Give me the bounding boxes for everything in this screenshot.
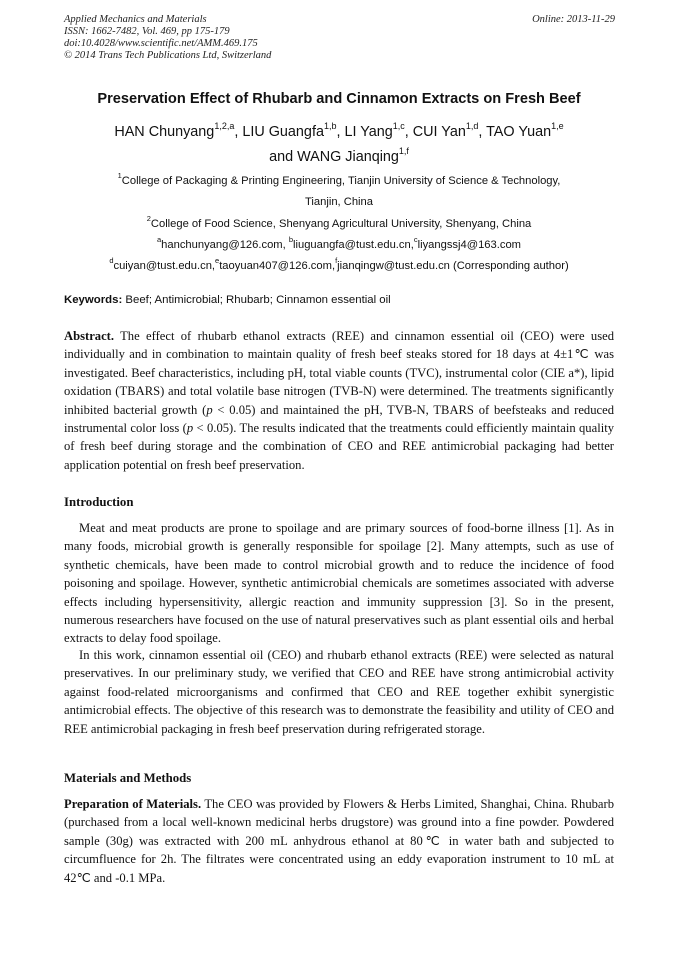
affiliation-sup: 1 bbox=[117, 171, 122, 181]
methods-text: The CEO was provided by Flowers & Herbs Limited, Shanghai, China. Rhubarb (purchased from a local well-known medicinal herbs drugstore) was ground into a fine powder. Powdered sample (30g) was extracted with 200 mL anhydrous ethanol at 80℃ in water bath and subjected to circumfluence for 2h. The filtrates were concentrated using an eddy evaporation instrument to 10 mL at 42℃ and -0.1 MPa. bbox=[64, 797, 615, 885]
p-symbol: p bbox=[206, 402, 213, 417]
paper-title: Preservation Effect of Rhubarb and Cinnamon Extracts on Fresh Beef bbox=[97, 91, 581, 107]
email-link[interactable]: liuguangfa@tust.edu.cn, bbox=[293, 239, 414, 251]
issn-line: ISSN: 1662-7482, Vol. 469, pp 175-179 bbox=[64, 26, 230, 37]
author-name: HAN Chunyang bbox=[114, 124, 215, 140]
section-heading-methods: Materials and Methods bbox=[64, 771, 192, 785]
email-sup: b bbox=[288, 235, 293, 245]
journal-name: Applied Mechanics and Materials bbox=[64, 14, 207, 25]
author-sup: 1,e bbox=[551, 121, 564, 132]
email-sup: a bbox=[156, 235, 162, 245]
keywords bbox=[64, 294, 391, 306]
keywords-text: Beef; Antimicrobial; Rhubarb; Cinnamon essential oil bbox=[122, 294, 391, 306]
author-sup: 1,b bbox=[323, 121, 337, 132]
online-date: Online: 2013-11-29 bbox=[532, 14, 615, 25]
author-name: , LI Yang bbox=[336, 124, 393, 140]
email-sup: d bbox=[109, 256, 114, 266]
affiliation-1-cont: Tianjin, China bbox=[305, 196, 373, 208]
author-sup: 1,f bbox=[398, 146, 409, 157]
email-link[interactable]: hanchunyang@126.com, bbox=[161, 239, 289, 251]
copyright-line: © 2014 Trans Tech Publications Ltd, Switzerland bbox=[64, 50, 272, 61]
author-name: , LIU Guangfa bbox=[234, 124, 324, 140]
introduction-paragraph-1: Meat and meat products are prone to spoilage and are primary sources of food-borne illness [1]. As in many foods, microbial growth is generally responsible for spoilage [2]. Many attempts, such as use of synthetic chemicals, have been made to control microbial growth and to reduce the incidence of food poisoning and spoilage. However, synthetic antimicrobial chemicals are sometimes associated with adverse effects including hypersensitivity, allergic reaction and immunity suppression [3]. So in the present, numerous researchers have focused on the use of natural preservatives such as plant essential oils and herbal extracts to delay food spoilage. bbox=[64, 521, 614, 646]
p-symbol: p bbox=[186, 421, 194, 436]
author-list-line2 bbox=[40, 145, 638, 169]
abstract-paragraph bbox=[64, 327, 614, 474]
affiliation-1 bbox=[40, 171, 638, 188]
affiliation-text: College of Packaging & Printing Engineering, Tianjin University of Science & Technology, bbox=[121, 175, 561, 187]
author-list-line1 bbox=[40, 120, 638, 144]
email-link[interactable]: cuiyan@tust.edu.cn, bbox=[113, 260, 216, 272]
author-name: and WANG Jianqing bbox=[269, 149, 399, 165]
email-line-1 bbox=[40, 235, 638, 252]
author-sup: 1,c bbox=[392, 121, 405, 132]
abstract-text: The effect of rhubarb ethanol extracts (REE) and cinnamon essential oil (CEO) were used individually and in combination to maintain quality of fresh beef steaks stored for 18 days at 4±1℃ was investigated. Beef characteristics, including pH, total viable counts (TVC), instrumental color (CIE a*), lipid oxidation (TBARS) and total volatile base nitrogen (TVB-N) were determined. The treatments significantly inhibited bacterial growth ( bbox=[64, 329, 614, 417]
affiliation-2 bbox=[40, 214, 638, 231]
methods-paragraph-1 bbox=[64, 795, 614, 887]
doi-line: doi:10.4028/www.scientific.net/AMM.469.175 bbox=[64, 38, 258, 49]
section-heading-introduction: Introduction bbox=[64, 495, 134, 509]
keywords-label: Keywords: bbox=[64, 294, 123, 306]
author-name: , CUI Yan bbox=[404, 124, 466, 140]
email-link[interactable]: liyangssj4@163.com bbox=[417, 239, 521, 251]
abstract-text: < 0.05). The results indicated that the treatments could efficiently maintain quality of fresh beef during storage and the combination of CEO and REE antimicrobial packaging had better application potential on fresh beef preservation. bbox=[64, 421, 614, 472]
subsection-label: Preparation of Materials. bbox=[64, 797, 202, 811]
email-sup: f bbox=[335, 256, 338, 266]
affiliation-text: College of Food Science, Shenyang Agricultural University, Shenyang, China bbox=[150, 218, 532, 230]
email-sup: c bbox=[413, 235, 418, 245]
email-link[interactable]: taoyuan407@126.com, bbox=[219, 260, 336, 272]
affiliation-sup: 2 bbox=[146, 214, 151, 224]
author-sup: 1,d bbox=[465, 121, 479, 132]
publication-info bbox=[64, 14, 271, 62]
abstract-text: < 0.05) and maintained the pH, TVB-N, TBARS of beefsteaks and reduced instrumental color loss ( bbox=[64, 402, 614, 436]
abstract-label: Abstract. bbox=[64, 329, 115, 343]
author-name: , TAO Yuan bbox=[478, 124, 552, 140]
author-sup: 1,2,a bbox=[214, 121, 235, 132]
email-line-2 bbox=[40, 256, 638, 273]
email-link[interactable]: jianqingw@tust.edu.cn (Corresponding author) bbox=[337, 260, 569, 272]
email-sup: e bbox=[215, 256, 220, 266]
introduction-paragraph-2: In this work, cinnamon essential oil (CEO) and rhubarb ethanol extracts (REE) were selected as natural preservatives. In our preliminary study, we verified that CEO and REE have strong antimicrobial activity against food-related microorganisms and confirmed that CEO and REE together exhibit synergistic antimicrobial effects. The objective of this research was to demonstrate the feasibility and utility of CEO and REE antimicrobial packaging in fresh beef preservation during refrigerated storage. bbox=[64, 648, 614, 736]
